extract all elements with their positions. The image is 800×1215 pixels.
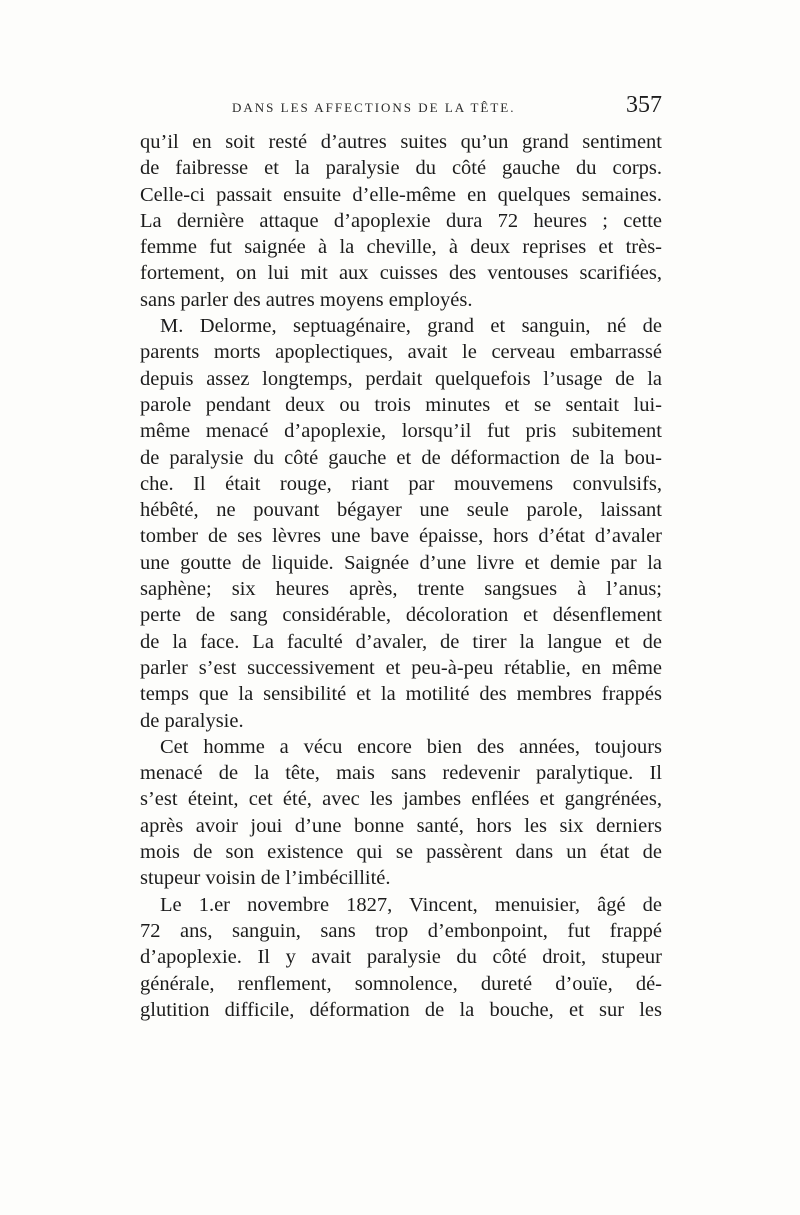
text-line: hébêté, ne pouvant bégayer une seule parole, laissant <box>140 499 662 522</box>
text-line: glutition difficile, déformation de la bouche, et sur les <box>140 998 662 1021</box>
text-line: sans parler des autres moyens employés. <box>140 288 473 311</box>
text-line: parler s’est successivement et peu-à-peu rétablie, en même <box>140 656 662 679</box>
text-line: de faibresse et la paralysie du côté gauche du corps. <box>140 157 662 180</box>
text-line: même menacé d’apoplexie, lorsqu’il fut pris subitement <box>140 420 662 443</box>
text-line: générale, renflement, somnolence, dureté d’ouïe, dé- <box>140 972 662 995</box>
body-text <box>140 129 662 1023</box>
text-line: s’est éteint, cet été, avec les jambes enflées et gangrénées, <box>140 788 662 811</box>
text-line: depuis assez longtemps, perdait quelquefois l’usage de la <box>140 367 662 390</box>
text-line: temps que la sensibilité et la motilité des membres frappés <box>140 683 662 706</box>
text-line: parents morts apoplectiques, avait le cerveau embarrassé <box>140 341 662 364</box>
text-line: La dernière attaque d’apoplexie dura 72 heures ; cette <box>140 209 662 232</box>
text-line: qu’il en soit resté d’autres suites qu’un grand sentiment <box>140 131 662 153</box>
text-line: Le 1.er novembre 1827, Vincent, menuisier, âgé de <box>160 893 662 916</box>
text-line: tomber de ses lèvres une bave épaisse, hors d’état d’avaler <box>140 525 662 548</box>
text-line: menacé de la tête, mais sans redevenir paralytique. Il <box>140 762 662 785</box>
text-line: femme fut saignée à la cheville, à deux reprises et très- <box>140 236 662 259</box>
text-line: parole pendant deux ou trois minutes et se sentait lui- <box>140 393 662 416</box>
text-line: une goutte de liquide. Saignée d’une livre et demie par la <box>140 551 662 574</box>
text-line: après avoir joui d’une bonne santé, hors les six derniers <box>140 814 662 837</box>
page-number: 357 <box>626 92 662 118</box>
text-line: de paralysie du côté gauche et de déformaction de la bou- <box>140 446 662 469</box>
text-line: M. Delorme, septuagénaire, grand et sanguin, né de <box>160 315 662 338</box>
text-line: d’apoplexie. Il y avait paralysie du côté droit, stupeur <box>140 946 662 969</box>
text-line: de paralysie. <box>140 709 244 732</box>
text-line: saphène; six heures après, trente sangsues à l’anus; <box>140 578 662 601</box>
text-line: Celle-ci passait ensuite d’elle-même en quelques semaines. <box>140 183 662 206</box>
text-line: Cet homme a vécu encore bien des années, toujours <box>160 735 662 758</box>
text-line: de la face. La faculté d’avaler, de tirer la langue et de <box>140 630 662 653</box>
page-header <box>140 92 662 122</box>
text-line: stupeur voisin de l’imbécillité. <box>140 867 391 890</box>
text-line: perte de sang considérable, décoloration et désenflement <box>140 604 662 627</box>
text-line: che. Il était rouge, riant par mouvemens convulsifs, <box>140 472 662 495</box>
text-line: mois de son existence qui se passèrent dans un état de <box>140 841 662 864</box>
text-line: 72 ans, sanguin, sans trop d’embonpoint, fut frappé <box>140 919 662 942</box>
running-head: DANS LES AFFECTIONS DE LA TÊTE. <box>232 100 516 115</box>
text-line: fortement, on lui mit aux cuisses des ventouses scarifiées, <box>140 262 662 285</box>
